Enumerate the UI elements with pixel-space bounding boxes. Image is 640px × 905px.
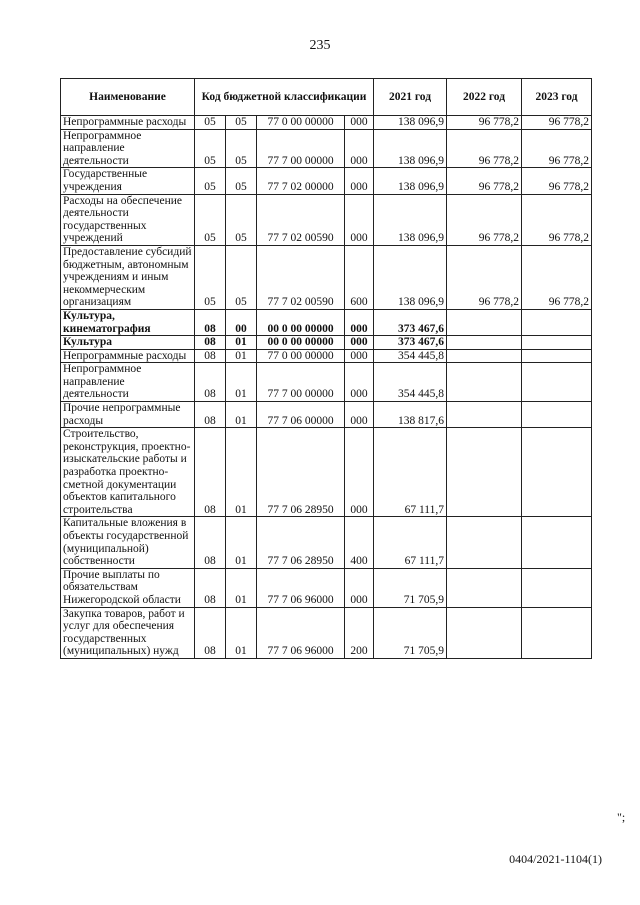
row-name: Государственные учреждения	[61, 168, 195, 194]
table-row	[61, 336, 592, 350]
row-value-2023	[522, 309, 592, 335]
row-target-article: 77 7 00 00000	[257, 129, 345, 168]
row-value-2022: 96 778,2	[447, 129, 522, 168]
row-expense-type: 000	[345, 428, 374, 517]
row-name: Прочие непрограммные расходы	[61, 402, 195, 428]
row-value-2021: 138 096,9	[374, 194, 447, 245]
row-subsection-code: 01	[226, 517, 257, 568]
row-value-2023	[522, 363, 592, 402]
row-value-2021: 138 096,9	[374, 116, 447, 130]
row-section-code: 05	[195, 194, 226, 245]
row-target-article: 77 7 02 00590	[257, 245, 345, 309]
budget-table	[60, 78, 592, 659]
row-target-article: 77 7 06 96000	[257, 568, 345, 607]
row-value-2023: 96 778,2	[522, 129, 592, 168]
row-name: Культура	[61, 336, 195, 350]
row-section-code: 05	[195, 116, 226, 130]
table-row	[61, 402, 592, 428]
row-subsection-code: 01	[226, 568, 257, 607]
row-value-2022: 96 778,2	[447, 194, 522, 245]
row-value-2021: 138 096,9	[374, 129, 447, 168]
row-name: Строительство, реконструкция, проектно-изыскательские работы и разработка проектно-сметной документации объектов капитального строительства	[61, 428, 195, 517]
row-expense-type: 600	[345, 245, 374, 309]
document-code: 0404/2021-1104(1)	[509, 852, 602, 866]
row-expense-type: 000	[345, 402, 374, 428]
row-section-code: 08	[195, 428, 226, 517]
row-target-article: 77 7 00 00000	[257, 363, 345, 402]
row-subsection-code: 01	[226, 363, 257, 402]
row-value-2022	[447, 309, 522, 335]
row-subsection-code: 00	[226, 309, 257, 335]
row-value-2021: 373 467,6	[374, 309, 447, 335]
row-value-2022	[447, 402, 522, 428]
row-subsection-code: 05	[226, 129, 257, 168]
row-value-2021: 373 467,6	[374, 336, 447, 350]
closing-quote-mark: ";	[617, 810, 626, 824]
table-header-row	[61, 79, 592, 116]
row-section-code: 08	[195, 349, 226, 363]
row-section-code: 08	[195, 309, 226, 335]
row-expense-type: 200	[345, 607, 374, 658]
row-value-2022	[447, 363, 522, 402]
row-name: Капитальные вложения в объекты государственной (муниципальной) собственности	[61, 517, 195, 568]
row-value-2021: 138 096,9	[374, 168, 447, 194]
row-section-code: 08	[195, 402, 226, 428]
row-expense-type: 000	[345, 194, 374, 245]
row-name: Непрограммное направление деятельности	[61, 363, 195, 402]
row-target-article: 00 0 00 00000	[257, 309, 345, 335]
row-target-article: 77 7 06 00000	[257, 402, 345, 428]
row-subsection-code: 05	[226, 194, 257, 245]
row-name: Культура, кинематография	[61, 309, 195, 335]
row-value-2021: 71 705,9	[374, 607, 447, 658]
header-2022: 2022 год	[447, 79, 522, 116]
row-target-article: 77 7 06 96000	[257, 607, 345, 658]
header-name: Наименование	[61, 79, 195, 116]
table-row	[61, 245, 592, 309]
table-row	[61, 568, 592, 607]
row-subsection-code: 05	[226, 168, 257, 194]
row-name: Непрограммные расходы	[61, 116, 195, 130]
row-value-2022	[447, 568, 522, 607]
row-name: Предоставление субсидий бюджетным, автономным учреждениям и иным некоммерческим организациям	[61, 245, 195, 309]
row-target-article: 00 0 00 00000	[257, 336, 345, 350]
row-name: Закупка товаров, работ и услуг для обеспечения государственных (муниципальных) нужд	[61, 607, 195, 658]
row-value-2023: 96 778,2	[522, 116, 592, 130]
page-number: 235	[309, 38, 331, 53]
row-subsection-code: 01	[226, 349, 257, 363]
row-value-2021: 138 817,6	[374, 402, 447, 428]
row-value-2023	[522, 336, 592, 350]
row-expense-type: 000	[345, 336, 374, 350]
header-code: Код бюджетной классификации	[195, 79, 374, 116]
row-subsection-code: 05	[226, 116, 257, 130]
row-target-article: 77 7 02 00000	[257, 168, 345, 194]
row-value-2021: 354 445,8	[374, 349, 447, 363]
row-target-article: 77 0 00 00000	[257, 349, 345, 363]
row-value-2023: 96 778,2	[522, 245, 592, 309]
row-value-2022	[447, 607, 522, 658]
row-value-2022: 96 778,2	[447, 245, 522, 309]
row-section-code: 08	[195, 568, 226, 607]
row-section-code: 05	[195, 245, 226, 309]
row-value-2021: 138 096,9	[374, 245, 447, 309]
table-row	[61, 349, 592, 363]
row-expense-type: 000	[345, 349, 374, 363]
row-value-2022: 96 778,2	[447, 168, 522, 194]
table-row	[61, 194, 592, 245]
row-target-article: 77 0 00 00000	[257, 116, 345, 130]
row-value-2023	[522, 517, 592, 568]
row-subsection-code: 01	[226, 336, 257, 350]
row-subsection-code: 01	[226, 607, 257, 658]
row-value-2022	[447, 517, 522, 568]
row-target-article: 77 7 02 00590	[257, 194, 345, 245]
row-subsection-code: 05	[226, 245, 257, 309]
row-name: Непрограммное направление деятельности	[61, 129, 195, 168]
row-target-article: 77 7 06 28950	[257, 428, 345, 517]
row-section-code: 08	[195, 336, 226, 350]
table-row	[61, 428, 592, 517]
row-name: Прочие выплаты по обязательствам Нижегородской области	[61, 568, 195, 607]
row-value-2022: 96 778,2	[447, 116, 522, 130]
row-value-2023: 96 778,2	[522, 194, 592, 245]
row-value-2023	[522, 607, 592, 658]
table-row	[61, 517, 592, 568]
row-expense-type: 000	[345, 116, 374, 130]
table-row	[61, 309, 592, 335]
table-row	[61, 116, 592, 130]
row-section-code: 08	[195, 607, 226, 658]
header-2021: 2021 год	[374, 79, 447, 116]
row-section-code: 08	[195, 517, 226, 568]
row-value-2023	[522, 568, 592, 607]
row-subsection-code: 01	[226, 428, 257, 517]
table-row	[61, 129, 592, 168]
row-value-2022	[447, 349, 522, 363]
row-expense-type: 000	[345, 363, 374, 402]
row-name: Непрограммные расходы	[61, 349, 195, 363]
row-target-article: 77 7 06 28950	[257, 517, 345, 568]
row-expense-type: 000	[345, 309, 374, 335]
row-name: Расходы на обеспечение деятельности государственных учреждений	[61, 194, 195, 245]
row-value-2022	[447, 428, 522, 517]
row-expense-type: 000	[345, 168, 374, 194]
row-value-2021: 354 445,8	[374, 363, 447, 402]
row-value-2021: 71 705,9	[374, 568, 447, 607]
row-section-code: 05	[195, 129, 226, 168]
row-value-2021: 67 111,7	[374, 517, 447, 568]
row-value-2021: 67 111,7	[374, 428, 447, 517]
row-section-code: 05	[195, 168, 226, 194]
row-value-2023	[522, 349, 592, 363]
row-value-2023	[522, 428, 592, 517]
table-row	[61, 607, 592, 658]
row-subsection-code: 01	[226, 402, 257, 428]
row-expense-type: 000	[345, 129, 374, 168]
table-row	[61, 168, 592, 194]
table-row	[61, 363, 592, 402]
header-2023: 2023 год	[522, 79, 592, 116]
row-expense-type: 000	[345, 568, 374, 607]
row-expense-type: 400	[345, 517, 374, 568]
row-section-code: 08	[195, 363, 226, 402]
row-value-2023: 96 778,2	[522, 168, 592, 194]
row-value-2022	[447, 336, 522, 350]
row-value-2023	[522, 402, 592, 428]
